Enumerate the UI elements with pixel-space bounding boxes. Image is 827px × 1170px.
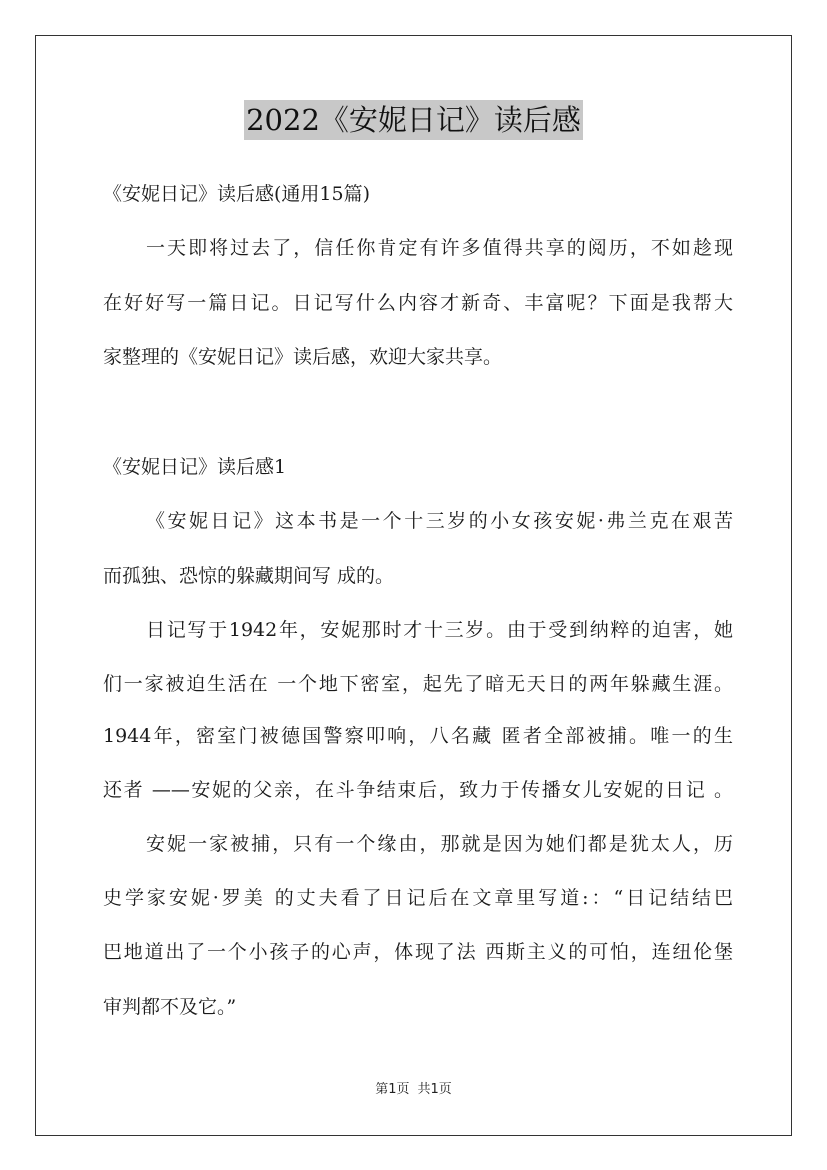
document-subtitle: 《安妮日记》读后感(通用15篇) (103, 183, 371, 205)
intro-line-3: 家整理的《安妮日记》读后感，欢迎大家共享。 (103, 346, 503, 368)
paragraph3-line-1: 安妮一家被捕，只有一个缘由，那就是因为她们都是犹太人，历 (146, 833, 733, 855)
paragraph2-line-3: 1944年，密室门被德国警察叩响，八名藏 匿者全部被捕。唯一的生 (103, 725, 733, 747)
document-title: 2022《安妮日记》读后感 (244, 100, 583, 140)
title-container (0, 100, 827, 140)
paragraph2-line-1: 日记写于1942年，安妮那时才十三岁。由于受到纳粹的迫害，她 (146, 619, 733, 641)
paragraph2-line-4: 还者 ——安妮的父亲，在斗争结束后，致力于传播女儿安妮的日记 。 (103, 779, 733, 801)
paragraph3-line-2: 史学家安妮·罗美 的丈夫看了日记后在文章里写道:：“日记结结巴 (103, 887, 733, 909)
page-footer (0, 1081, 827, 1099)
paragraph3-line-3: 巴地道出了一个小孩子的心声，体现了法 西斯主义的可怕，连纽伦堡 (103, 941, 733, 963)
page-total: 共1页 (417, 1082, 452, 1097)
paragraph1-line-2: 而孤独、恐惊的躲藏期间写 成的。 (103, 565, 395, 587)
paragraph3-line-4: 审判都不及它。” (103, 996, 237, 1018)
paragraph1-line-1: 《安妮日记》这本书是一个十三岁的小女孩安妮·弗兰克在艰苦 (146, 510, 733, 532)
intro-line-2: 在好好写一篇日记。日记写什么内容才新奇、丰富呢？下面是我帮大 (103, 292, 733, 314)
page-number: 第1页 (375, 1082, 410, 1097)
intro-line-1: 一天即将过去了，信任你肯定有许多值得共享的阅历，不如趁现 (146, 237, 733, 259)
paragraph2-line-2: 们一家被迫生活在 一个地下密室，起先了暗无天日的两年躲藏生涯。 (103, 673, 733, 695)
section-heading: 《安妮日记》读后感1 (103, 456, 287, 478)
